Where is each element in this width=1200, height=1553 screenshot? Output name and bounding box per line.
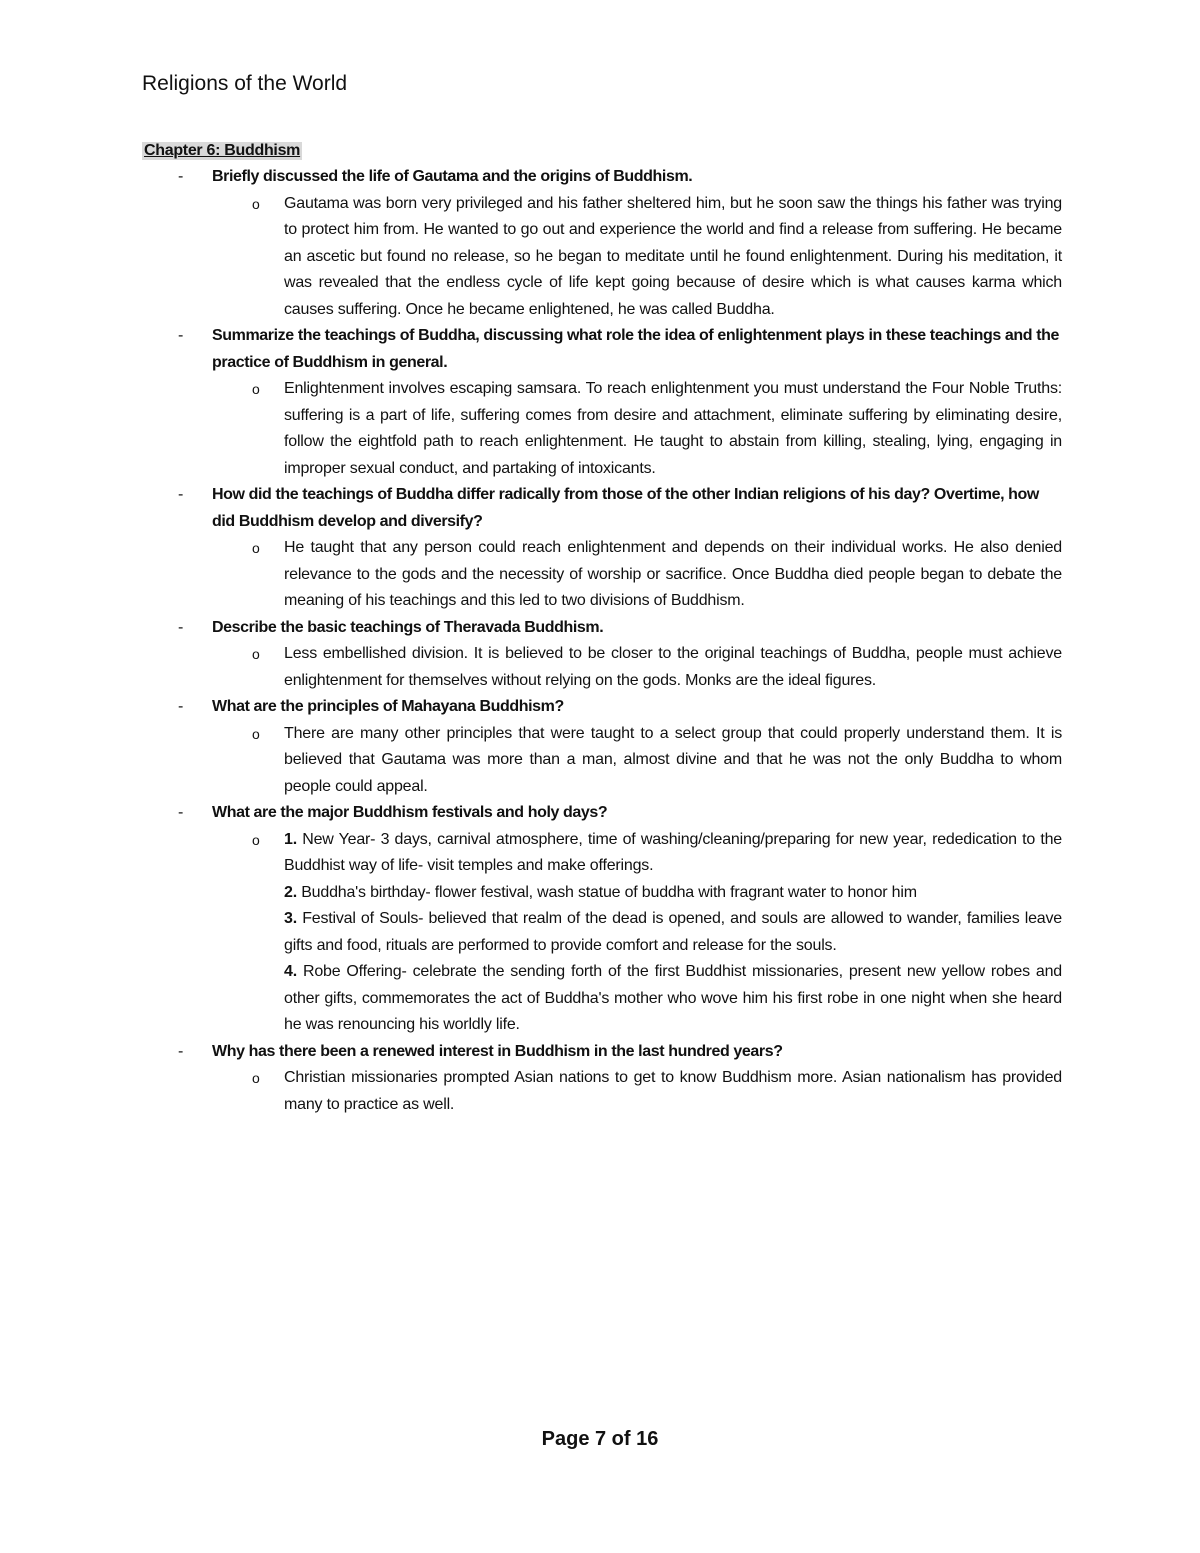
answer-block	[212, 827, 1062, 1039]
question-item-1	[142, 164, 1062, 323]
question-text: What are the principles of Mahayana Buddhism?	[212, 698, 564, 715]
circle-bullet: o	[252, 540, 260, 556]
answer-block	[212, 191, 1062, 324]
question-item-7	[142, 1039, 1062, 1119]
festival-item	[284, 906, 1062, 959]
circle-bullet: o	[252, 1070, 260, 1086]
answer-text: Less embellished division. It is believed to be closer to the original teachings of Buddha, people must achieve enlightenment for themselves without relying on the gods. Monks are the ideal figures.	[284, 645, 1062, 689]
answer-text: Christian missionaries prompted Asian nations to get to know Buddhism more. Asian nationalism has provided many to practice as well.	[284, 1069, 1062, 1113]
answer-text: Gautama was born very privileged and his father sheltered him, but he soon saw the things his father was trying to protect him from. He wanted to go out and experience the world and find a release from suffering. He became an ascetic but found no release, so he began to meditate until he found enlightenment. During his meditation, it was revealed that the endless cycle of life kept going because of desire which is what causes karma which causes suffering. Once he became enlightened, he was called Buddha.	[284, 194, 1062, 318]
question-text: How did the teachings of Buddha differ radically from those of the other Indian religions of his day? Overtime, how did Buddhism develop and diversify?	[212, 486, 1039, 530]
circle-bullet: o	[252, 725, 260, 742]
festival-text: New Year- 3 days, carnival atmosphere, time of washing/cleaning/preparing for new year, rededication to the Buddhist way of life- visit temples and make offerings.	[284, 830, 1062, 874]
dash-bullet: -	[178, 804, 184, 821]
answer-block	[212, 376, 1062, 482]
festival-number: 3.	[284, 910, 297, 927]
question-list	[142, 164, 1062, 1118]
dash-bullet: -	[178, 1042, 184, 1060]
question-text: Describe the basic teachings of Theravada Buddhism.	[212, 618, 604, 636]
answer-text: He taught that any person could reach enlightenment and depends on their individual works. He also denied relevance to the gods and the necessity of worship or sacrifice. Once Buddha died people began to debate the meaning of his teachings and this led to two divisions of Buddhism.	[284, 539, 1062, 609]
dash-bullet: -	[178, 618, 184, 636]
festival-text: Festival of Souls- believed that realm of the dead is opened, and souls are allowed to wander, families leave gifts and food, rituals are performed to provide comfort and release for the souls.	[284, 910, 1063, 954]
festival-list	[284, 827, 1062, 1039]
circle-bullet: o	[252, 646, 260, 662]
dash-bullet: -	[178, 698, 184, 715]
festival-item	[284, 880, 1062, 907]
document-body	[142, 142, 1062, 1118]
question-item-3	[142, 482, 1062, 615]
question-item-5	[142, 694, 1062, 800]
dash-bullet: -	[178, 168, 184, 185]
answer-block	[212, 1065, 1062, 1118]
dash-bullet: -	[178, 327, 184, 344]
question-text: Why has there been a renewed interest in Buddhism in the last hundred years?	[212, 1042, 783, 1060]
festival-item	[284, 959, 1062, 1039]
question-text: What are the major Buddhism festivals and holy days?	[212, 804, 608, 821]
circle-bullet: o	[252, 195, 260, 212]
dash-bullet: -	[178, 486, 184, 503]
answer-text: There are many other principles that were taught to a select group that could properly understand them. It is believed that Gautama was more than a man, almost divine and that he was not the only Buddha to whom people could appeal.	[284, 724, 1062, 795]
circle-bullet: o	[252, 831, 260, 848]
circle-bullet: o	[252, 381, 260, 397]
answer-block	[212, 641, 1062, 694]
question-text: Briefly discussed the life of Gautama and the origins of Buddhism.	[212, 168, 693, 185]
festival-number: 1.	[284, 830, 297, 848]
festival-number: 4.	[284, 963, 297, 980]
page-number: Page 7 of 16	[541, 1428, 659, 1450]
question-text: Summarize the teachings of Buddha, discussing what role the idea of enlightenment plays in these teachings and the practice of Buddhism in general.	[212, 327, 1060, 371]
question-item-4	[142, 615, 1062, 695]
chapter-title: Chapter 6: Buddhism	[144, 142, 301, 159]
festival-item	[284, 827, 1062, 880]
question-item-6	[142, 800, 1062, 1039]
answer-block	[212, 535, 1062, 615]
festival-text: Buddha's birthday- flower festival, wash statue of buddha with fragrant water to honor him	[301, 883, 917, 901]
question-item-2	[142, 323, 1062, 482]
answer-block	[212, 721, 1062, 801]
festival-number: 2.	[284, 883, 297, 901]
page-header-title: Religions of the World	[142, 72, 348, 95]
festival-text: Robe Offering- celebrate the sending forth of the first Buddhist missionaries, present new yellow robes and other gifts, commemorates the act of Buddha's mother who wove him his first robe in one night when she heard he was renouncing his worldly life.	[284, 963, 1062, 1033]
answer-text: Enlightenment involves escaping samsara. To reach enlightenment you must understand the Four Noble Truths: suffering is a part of life, suffering comes from desire and attachment, eliminate suffering by eliminating desire, follow the eightfold path to reach enlightenment. He taught to abstain from killing, stealing, lying, engaging in improper sexual conduct, and partaking of intoxicants.	[284, 380, 1062, 477]
